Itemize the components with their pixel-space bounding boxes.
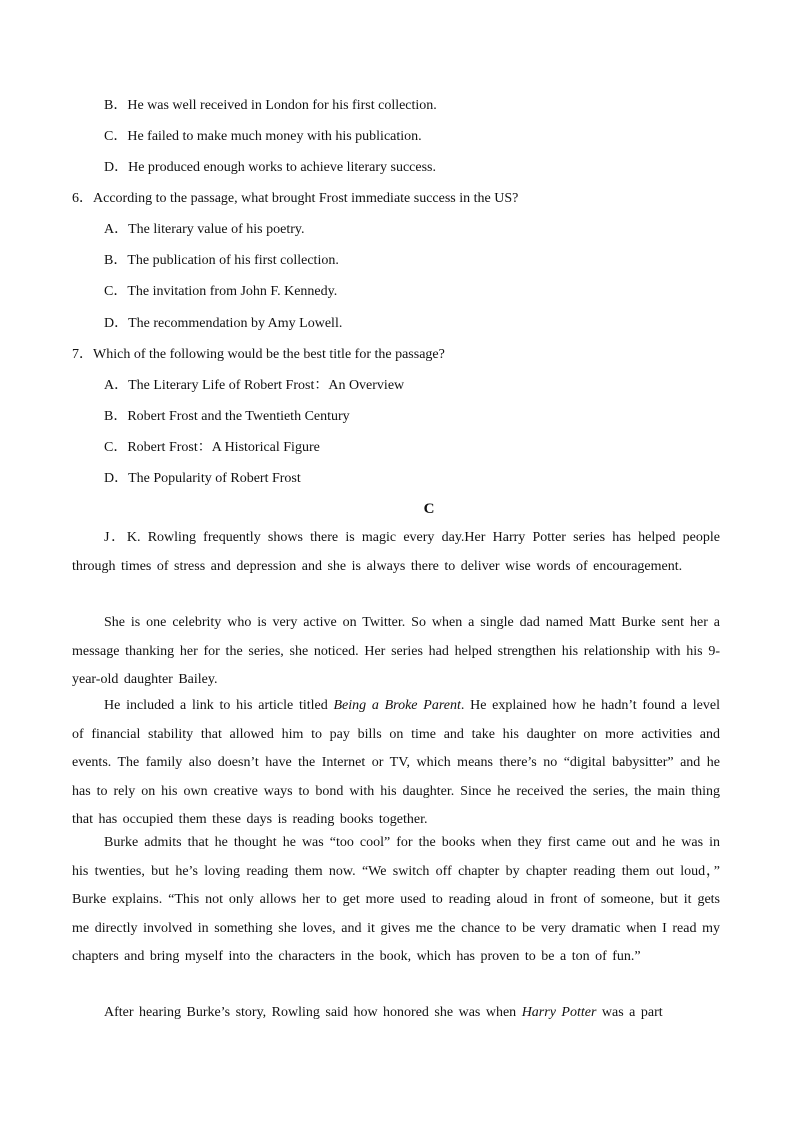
question-6-stem: 6．According to the passage, what brought Frost immediate success in the US? [72, 191, 519, 206]
q5-option-b: B．He was well received in London for his first collection. [104, 98, 437, 113]
passage-paragraph-4: Burke admits that he thought he was “too cool” for the books when they first came out and he was in his twenties, but he’s loving reading them now. “We switch off chapter by chapter reading them out loud，” Burke explains. “This not only allows her to get more used to reading aloud in front of someone, but it gets me directly involved in something she loves, and it gives me the chance to be very dramatic when I read my chapters and bring myself into the characters in the book, which has proven to be a ton of fun.” [72, 835, 720, 964]
passage-paragraph-2: She is one celebrity who is very active on Twitter. So when a single dad named Matt Burke sent her a message thanking her for the series, she noticed. Her series had helped strengthen his relationship with his 9-year-old daughter Bailey. [72, 615, 720, 687]
q7-option-a: A．The Literary Life of Robert Frost：An Overview [104, 378, 405, 393]
passage-paragraph-1: J．K. Rowling frequently shows there is magic every day.Her Harry Potter series has helped people through times of stress and depression and she is always there to deliver wise words of encouragement. [72, 530, 720, 574]
q5-option-c: C．He failed to make much money with his publication. [104, 129, 422, 144]
q6-option-c: C．The invitation from John F. Kennedy. [104, 284, 338, 299]
q7-option-c: C．Robert Frost：A Historical Figure [104, 440, 320, 455]
q5-option-d: D．He produced enough works to achieve literary success. [104, 160, 437, 175]
book-title: Harry Potter [521, 1005, 597, 1020]
q6-option-b: B．The publication of his first collection. [104, 253, 339, 268]
q7-option-b: B．Robert Frost and the Twentieth Century [104, 409, 350, 424]
paragraph-5-text-end: was a part [596, 1005, 663, 1020]
article-title: Being a Broke Parent [333, 698, 461, 713]
paragraph-3-text-end: . He explained how he hadn’t found a level of financial stability that allowed him to pay bills on time and take his daughter on more activities and events. The family also doesn’t have the Internet or TV, which means there’s no “digital babysitter” and he has to rely on his own creative ways to bond with his daughter. Since he received the series, the main thing that has occupied them these days is reading books together. [72, 698, 720, 827]
question-7-stem: 7．Which of the following would be the best title for the passage? [72, 347, 445, 362]
q6-option-d: D．The recommendation by Amy Lowell. [104, 316, 343, 331]
q6-option-a: A．The literary value of his poetry. [104, 222, 305, 237]
section-heading: C [423, 501, 435, 517]
paragraph-3-text-start: He included a link to his article titled [104, 698, 334, 713]
q7-option-d: D．The Popularity of Robert Frost [104, 471, 301, 486]
passage-paragraph-5 [72, 999, 720, 1028]
paragraph-5-text-start: After hearing Burke’s story, Rowling said how honored she was when [104, 1005, 522, 1020]
passage-paragraph-3 [72, 692, 720, 835]
